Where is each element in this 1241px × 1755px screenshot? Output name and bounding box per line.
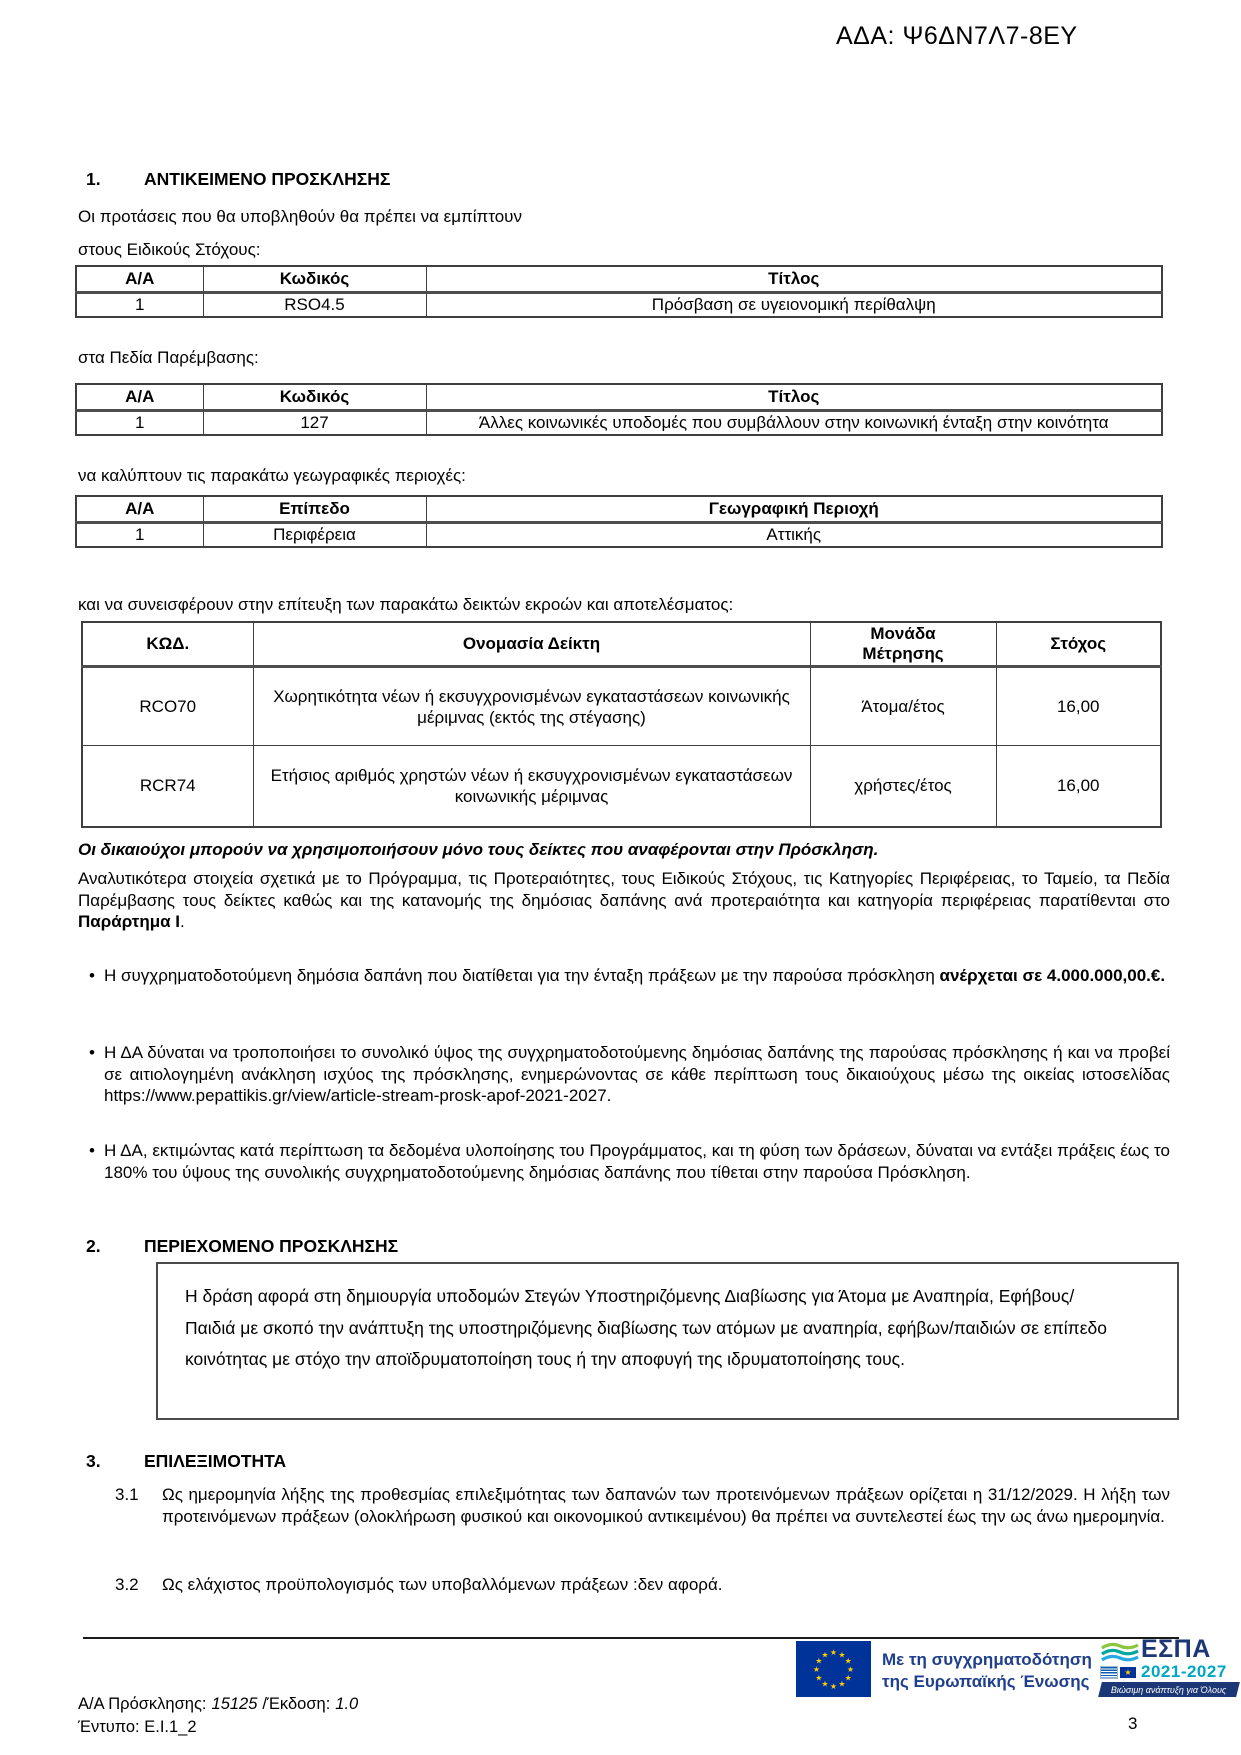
footer-ref-line <box>78 1693 358 1715</box>
column-header: Ονομασία Δείκτη <box>253 622 810 667</box>
section-2-number: 2. <box>86 1236 101 1256</box>
eu-cofunding-line-1: Με τη συγχρηματοδότηση <box>882 1650 1092 1669</box>
cell-region: Αττικής <box>426 523 1162 548</box>
geo-regions-table <box>75 495 1163 548</box>
table-header-row <box>82 622 1161 667</box>
espa-title: ΕΣΠΑ <box>1141 1635 1211 1663</box>
bullet-overbooking <box>78 1140 1170 1183</box>
bullet-budget-pre: Η συγχρηματοδοτούμενη δημόσια δαπάνη που διατίθεται για την ένταξη πράξεων με την παρούσα πρόσκληση <box>104 966 940 985</box>
svg-text:★: ★ <box>812 1665 821 1674</box>
section-2-heading <box>78 1235 1170 1257</box>
cell-indicator-name: Χωρητικότητα νέων ή εκσυγχρονισμένων εγκαταστάσεων κοινωνικής μέριμνας (εκτός της στέγασης) <box>253 667 810 746</box>
bullet-budget <box>78 965 1170 987</box>
footer-divider <box>83 1637 1179 1639</box>
column-header: Α/Α <box>76 384 203 411</box>
column-header: Τίτλος <box>426 266 1162 293</box>
indicators-note: Οι δικαιούχοι μπορούν να χρησιμοποιήσουν μόνο τους δείκτες που αναφέρονται στην Πρόσκληση. <box>78 840 879 859</box>
eu-cofunding-text <box>882 1649 1092 1693</box>
bullet-budget-bold: ανέρχεται σε 4.000.000,00.€. <box>939 966 1166 985</box>
section-3-number: 3. <box>86 1451 101 1471</box>
section-1-title: ΑΝΤΙΚΕΙΜΕΝΟ ΠΡΟΣΚΛΗΣΗΣ <box>144 169 391 189</box>
annex-paragraph <box>78 868 1170 933</box>
greek-flag-icon <box>1101 1667 1117 1678</box>
svg-text:★: ★ <box>838 1650 846 1660</box>
column-header: Τίτλος <box>426 384 1162 411</box>
mini-star-icon: ★ <box>1124 1668 1132 1677</box>
annex-bold: Παράρτημα Ι <box>78 912 181 931</box>
ref-label: Α/Α Πρόσκλησης: <box>78 1695 207 1713</box>
cell-title: Πρόσβαση σε υγειονομική περίθαλψη <box>426 293 1162 318</box>
item-3-1 <box>115 1484 1170 1528</box>
svg-text:★: ★ <box>821 1679 829 1689</box>
cell-aa: 1 <box>76 523 203 548</box>
eu-flag-icon <box>796 1641 871 1702</box>
version-number: 1.0 <box>335 1695 359 1713</box>
page-number: 3 <box>1128 1714 1138 1733</box>
indicator-row <box>82 746 1161 827</box>
section-2-title: ΠΕΡΙΕΧΟΜΕΝΟ ΠΡΟΣΚΛΗΣΗΣ <box>144 1236 399 1256</box>
eu-mini-flag-icon <box>1120 1667 1136 1678</box>
cell-title: Άλλες κοινωνικές υποδομές που συμβάλλουν στην κοινωνική ένταξη στην κοινότητα <box>426 411 1162 436</box>
bullet-modification <box>78 1042 1170 1107</box>
svg-text:★: ★ <box>829 1648 838 1657</box>
svg-text:★: ★ <box>829 1682 838 1691</box>
content-description-text: Η δράση αφορά στη δημιουργία υποδομών Στεγών Υποστηριζόμενης Διαβίωσης για Άτομα με Αναπηρία, Εφήβους/Παιδιά με σκοπό την ανάπτυξη της υποστηριζόμενης διαβίωσης των ατόμων με αναπηρία, εφήβων/παιδιών σε επίπεδο κοινότητας με στόχο την αποϊδρυματοποίηση τους ή την αποφυγή της ιδρυματοποίησης τους. <box>185 1286 1108 1369</box>
table-row <box>76 293 1162 318</box>
espa-years: 2021-2027 <box>1141 1662 1227 1681</box>
cell-code: 127 <box>203 411 426 436</box>
column-header: Κωδικός <box>203 384 426 411</box>
cell-code: RCO70 <box>82 667 253 746</box>
svg-text:★: ★ <box>844 1656 852 1666</box>
espa-waves-icon <box>1101 1642 1139 1664</box>
section-3-title: ΕΠΙΛΕΞΙΜΟΤΗΤΑ <box>144 1451 287 1471</box>
fields-label: στα Πεδία Παρέμβασης: <box>78 348 259 367</box>
content-description-box <box>156 1262 1179 1420</box>
ref-number: 15125 <box>211 1695 258 1713</box>
annex-text: Αναλυτικότερα στοιχεία σχετικά με το Πρόγραμμα, τις Προτεραιότητες, τους Ειδικούς Στόχους, τις Κατηγορίες Περιφέρειας, το Ταμείο, τα Πεδία Παρέμβασης τους δείκτες καθώς και της κατανομής της δημόσιας δαπάνης ανά προτεραιότητα και κατηγορία περιφέρειας παρατίθενται στο <box>78 869 1170 910</box>
intervention-fields-table <box>75 383 1163 436</box>
indicator-row <box>82 667 1161 746</box>
svg-text:★: ★ <box>844 1673 852 1683</box>
footer-form-line: Έντυπο: Ε.Ι.1_2 <box>78 1718 197 1736</box>
cell-target: 16,00 <box>996 746 1161 827</box>
bullet-icon: • <box>89 1141 95 1160</box>
svg-text:★: ★ <box>846 1665 855 1674</box>
svg-text:★: ★ <box>838 1679 846 1689</box>
cell-code: RSO4.5 <box>203 293 426 318</box>
item-3-2-text: Ως ελάχιστος προϋπολογισμός των υποβαλλόμενων πράξεων :δεν αφορά. <box>162 1575 723 1594</box>
bullet-modification-text: Η ΔΑ δύναται να τροποποιήσει το συνολικό ύψος της συγχρηματοδοτούμενης δημόσιας δαπάνης της παρούσας πρόσκλησης ή και να προβεί σε αιτιολογημένη ανάκληση ισχύος της πρόσκλησης, ενημερώνοντας σε κάθε περίπτωση τους δικαιούχους μέσω της οικείας ιστοσελίδας https://www.pepattikis.gr/view/article-stream-prosk-apof-2021-2027. <box>104 1043 1170 1105</box>
intro-line-2: στους Ειδικούς Στόχους: <box>78 240 261 259</box>
espa-tagline-banner <box>1098 1682 1240 1697</box>
cell-target: 16,00 <box>996 667 1161 746</box>
cell-unit: χρήστες/έτος <box>810 746 996 827</box>
svg-text:★: ★ <box>815 1656 823 1666</box>
cell-aa: 1 <box>76 293 203 318</box>
indicators-table <box>81 621 1162 828</box>
table-header-row <box>76 496 1162 523</box>
table-row <box>76 523 1162 548</box>
svg-text:★: ★ <box>815 1673 823 1683</box>
ada-stamp: ΑΔΑ: Ψ6ΔΝ7Λ7-8ΕΥ <box>836 22 1078 50</box>
table-header-row <box>76 266 1162 293</box>
column-header: Στόχος <box>996 622 1161 667</box>
item-3-2 <box>115 1574 1170 1596</box>
espa-logo <box>1100 1635 1238 1697</box>
espa-tagline: Βιώσιμη ανάπτυξη για Όλους <box>1111 1684 1227 1695</box>
version-label: /Έκδοση: <box>262 1695 331 1713</box>
intro-line-1: Οι προτάσεις που θα υποβληθούν θα πρέπει να εμπίπτουν <box>78 207 522 226</box>
section-3-heading <box>78 1450 1170 1472</box>
cell-aa: 1 <box>76 411 203 436</box>
column-header: Γεωγραφική Περιοχή <box>426 496 1162 523</box>
geo-label: να καλύπτουν τις παρακάτω γεωγραφικές περιοχές: <box>78 466 466 485</box>
column-header: Κωδικός <box>203 266 426 293</box>
eu-cofunding-line-2: της Ευρωπαϊκής Ένωσης <box>882 1672 1090 1691</box>
column-header: Α/Α <box>76 496 203 523</box>
svg-text:★: ★ <box>821 1650 829 1660</box>
column-header: Επίπεδο <box>203 496 426 523</box>
cell-unit: Άτομα/έτος <box>810 667 996 746</box>
column-header: ΚΩΔ. <box>82 622 253 667</box>
objectives-table <box>75 265 1163 318</box>
cell-indicator-name: Ετήσιος αριθμός χρηστών νέων ή εκσυγχρονισμένων εγκαταστάσεων κοινωνικής μέριμνας <box>253 746 810 827</box>
bullet-icon: • <box>89 966 95 985</box>
section-1-number: 1. <box>86 169 101 189</box>
table-header-row <box>76 384 1162 411</box>
column-header: Μονάδα Μέτρησης <box>810 622 996 667</box>
bullet-overbooking-text: Η ΔΑ, εκτιμώντας κατά περίπτωση τα δεδομένα υλοποίησης του Προγράμματος, και τη φύση των δράσεων, δύναται να εντάξει πράξεις έως το 180% του ύψους της συνολικής συγχρηματοδοτούμενης δημόσιας δαπάνης που τίθεται στην παρούσα Πρόσκληση. <box>104 1141 1170 1182</box>
item-3-2-number: 3.2 <box>115 1575 139 1594</box>
bullet-icon: • <box>89 1043 95 1062</box>
indicators-label: και να συνεισφέρουν στην επίτευξη των παρακάτω δεικτών εκροών και αποτελέσματος: <box>78 595 734 614</box>
cell-code: RCR74 <box>82 746 253 827</box>
bullet-budget-text <box>104 965 1170 987</box>
annex-period: . <box>180 912 185 931</box>
cell-level: Περιφέρεια <box>203 523 426 548</box>
section-1-heading <box>78 168 1170 190</box>
table-row <box>76 411 1162 436</box>
column-header: Α/Α <box>76 266 203 293</box>
item-3-1-text: Ως ημερομηνία λήξης της προθεσμίας επιλεξιμότητας των δαπανών των προτεινόμενων πράξεων ορίζεται η 31/12/2029. Η λήξη των προτεινόμενων πράξεων (ολοκλήρωση φυσικού και οικονομικού αντικειμένου) θα πρέπει να συντελεστεί έως την ως άνω ημερομηνία. <box>162 1485 1170 1526</box>
item-3-1-number: 3.1 <box>115 1485 139 1504</box>
